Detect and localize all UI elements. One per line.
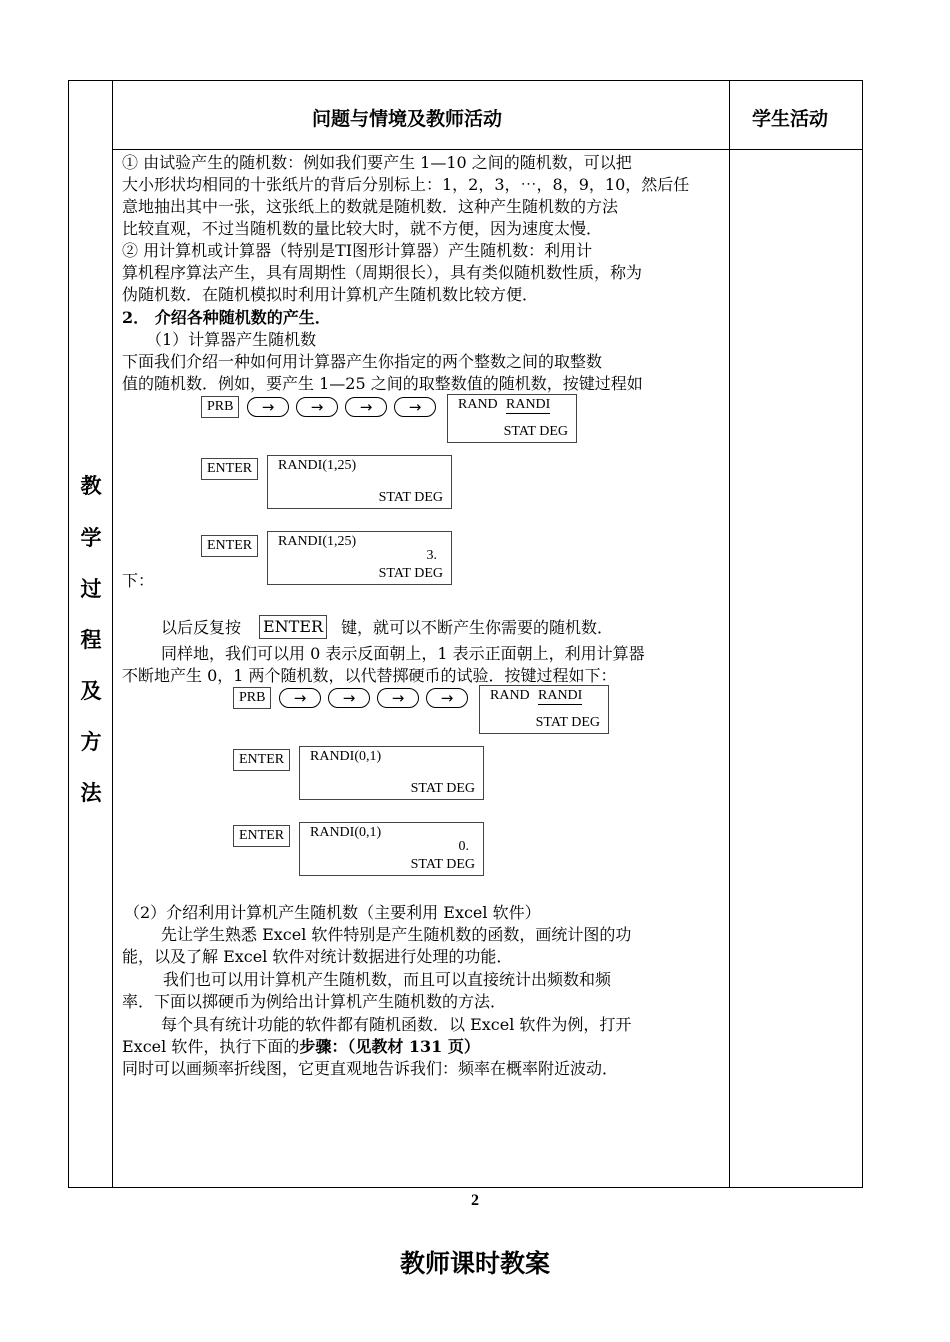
enter-key-inline: ENTER	[259, 615, 327, 639]
screen-status: STAT DEG	[378, 566, 443, 581]
text-plain: Excel 软件，执行下面的	[122, 1037, 300, 1056]
text-line: 键，就可以不断产生你需要的随机数．	[341, 618, 614, 637]
subheading: （2）介绍利用计算机产生随机数（主要利用 Excel 软件）	[124, 903, 541, 922]
calc-screen-result2	[299, 822, 484, 876]
right-arrow-key-icon: →	[394, 397, 436, 417]
menu-randi: RANDI	[506, 397, 551, 412]
screen-command: RANDI(0,1)	[310, 825, 382, 840]
side-char-1: 教	[80, 474, 102, 498]
right-arrow-key-icon: →	[377, 688, 419, 708]
text-line: 下：	[122, 571, 155, 590]
enter-key: ENTER	[201, 458, 258, 480]
text-line: 大小形状均相同的十张纸片的背后分别标上：1，2，3，⋯，8，9，10，然后任	[122, 175, 690, 194]
text-line: 我们也可以用计算机产生随机数，而且可以直接统计出频数和频	[163, 970, 612, 989]
right-arrow-key-icon: →	[296, 397, 338, 417]
text-line: 算机程序算法产生，具有周期性（周期很长），具有类似随机数性质，称为	[122, 263, 643, 282]
text-line: 同时可以画频率折线图，它更直观地告诉我们：频率在概率附近波动．	[122, 1059, 619, 1078]
right-arrow-key-icon: →	[279, 688, 321, 708]
screen-status: STAT DEG	[410, 781, 475, 796]
text-line: ② 用计算机或计算器（特别是TI图形计算器）产生随机数：利用计	[122, 241, 593, 260]
prb-key: PRB	[233, 687, 271, 709]
side-char-5: 及	[80, 679, 102, 703]
right-arrow-key-icon: →	[328, 688, 370, 708]
text-line: 意地抽出其中一张，这张纸上的数就是随机数．这种产生随机数的方法	[122, 197, 619, 216]
text-line: 比较直观，不过当随机数的量比较大时，就不方便，因为速度太慢．	[122, 219, 603, 238]
menu-rand: RAND	[458, 397, 498, 412]
right-arrow-key-icon: →	[247, 397, 289, 417]
right-arrow-key-icon: →	[426, 688, 468, 708]
text-line: 下面我们介绍一种如何用计算器产生你指定的两个整数之间的取整数	[122, 352, 603, 371]
screen-result: 3.	[426, 548, 437, 563]
table-border-top	[68, 80, 863, 81]
table-col-divider-2	[729, 80, 730, 1188]
side-char-4: 程	[80, 628, 102, 652]
screen-result: 0.	[458, 839, 469, 854]
screen-status: STAT DEG	[410, 857, 475, 872]
menu-randi: RANDI	[538, 688, 583, 703]
table-border-left	[68, 80, 69, 1188]
page-number: 2	[471, 1192, 479, 1209]
calc-screen-cmd2	[299, 746, 484, 800]
text-line: 先让学生熟悉 Excel 软件特别是产生随机数的函数，画统计图的功	[161, 925, 632, 944]
table-header-divider	[112, 149, 863, 150]
enter-key: ENTER	[233, 825, 290, 847]
calc-screen-menu-2	[479, 685, 609, 734]
footer-title: 教师课时教案	[399, 1249, 550, 1278]
text-line: 不断地产生 0，1 两个随机数，以代替掷硬币的试验．按键过程如下：	[122, 666, 617, 685]
side-char-6: 方	[80, 730, 102, 754]
table-border-right	[862, 80, 863, 1188]
text-line: 能，以及了解 Excel 软件对统计数据进行处理的功能．	[122, 947, 513, 966]
text-line: 每个具有统计功能的软件都有随机函数．以 Excel 软件为例，打开	[161, 1015, 632, 1034]
header-student: 学生活动	[752, 108, 829, 130]
section-heading: 2． 介绍各种随机数的产生．	[122, 308, 331, 327]
screen-command: RANDI(0,1)	[310, 749, 382, 764]
prb-key: PRB	[201, 396, 239, 418]
text-line	[122, 1036, 722, 1058]
table-border-bottom	[68, 1187, 863, 1188]
screen-status: STAT DEG	[378, 490, 443, 505]
screen-command: RANDI(1,25)	[278, 534, 357, 549]
text-line: 伪随机数．在随机模拟时利用计算机产生随机数比较方便．	[122, 285, 539, 304]
text-line: 同样地，我们可以用 0 表示反面朝上，1 表示正面朝上，利用计算器	[161, 644, 645, 663]
side-char-3: 过	[80, 577, 102, 601]
text-line: 值的随机数．例如，要产生 1—25 之间的取整数值的随机数，按键过程如	[122, 374, 643, 393]
text-line: ① 由试验产生的随机数：例如我们要产生 1—10 之间的随机数，可以把	[122, 153, 632, 172]
screen-status: STAT DEG	[503, 424, 568, 439]
screen-status: STAT DEG	[535, 715, 600, 730]
steps-reference: 步骤：（见教材 131 页）	[299, 1037, 480, 1056]
text-line: 率．下面以掷硬币为例给出计算机产生随机数的方法．	[122, 992, 507, 1011]
enter-key: ENTER	[201, 535, 258, 557]
screen-command: RANDI(1,25)	[278, 458, 357, 473]
header-main: 问题与情境及教师活动	[312, 108, 503, 130]
calc-screen-cmd1	[267, 455, 452, 509]
text-line: 以后反复按	[161, 618, 242, 637]
table-col-divider-1	[112, 80, 113, 1188]
side-char-7: 法	[80, 781, 102, 805]
calc-screen-menu	[447, 394, 577, 443]
enter-key: ENTER	[233, 749, 290, 771]
right-arrow-key-icon: →	[345, 397, 387, 417]
subheading: （1）计算器产生随机数	[146, 330, 317, 349]
menu-rand: RAND	[490, 688, 530, 703]
side-char-2: 学	[80, 526, 102, 550]
